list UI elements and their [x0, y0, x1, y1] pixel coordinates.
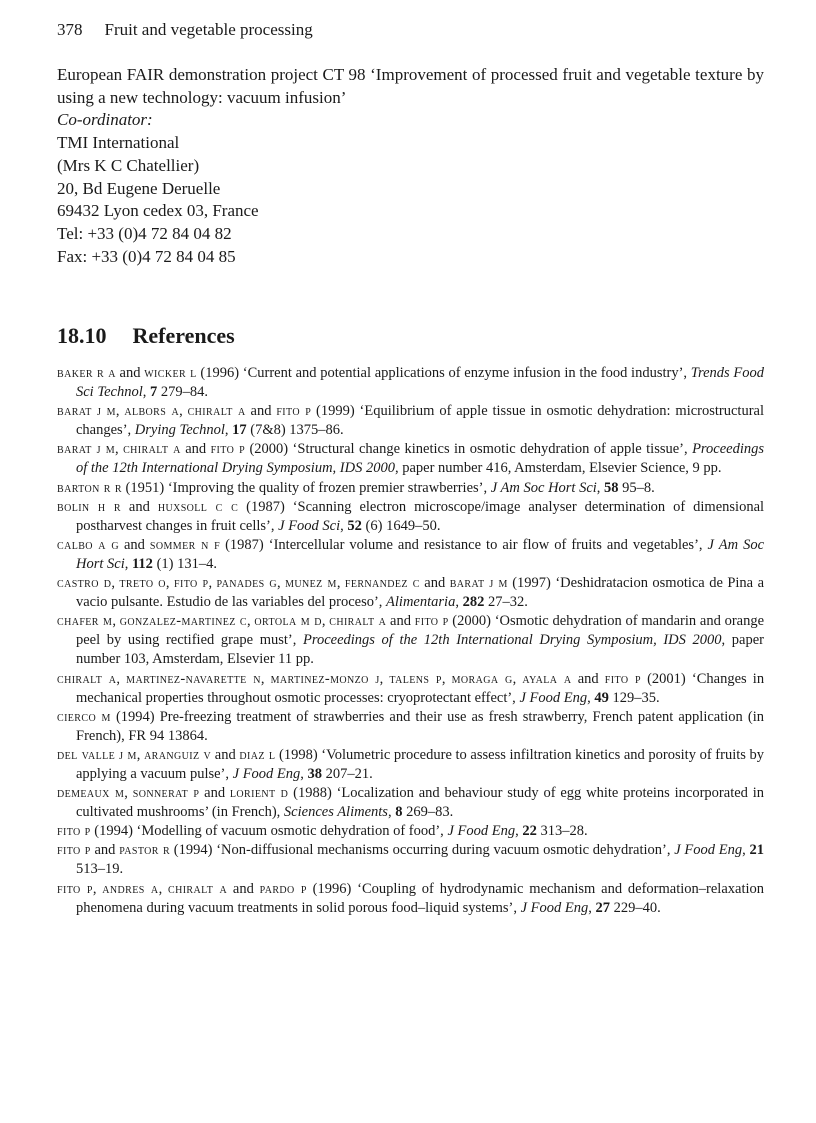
reference-entry [57, 612, 764, 669]
reference-text: (1998) ‘Volumetric procedure to assess infiltration kinetics and porosity of fruits by applying a vacuum pulse’, [76, 746, 765, 782]
reference-text: (1997) ‘Deshidratacion osmotica de Pina a vacio pulsante. Estudio de las variables del proceso’, [76, 575, 765, 611]
reference-source: J Food Eng [232, 765, 301, 782]
reference-text: , [515, 823, 523, 840]
reference-author: fito p [604, 670, 641, 687]
reference-text: 313–28. [536, 823, 588, 840]
reference-text: (2001) ‘Changes in mechanical properties throughout osmotic processes: cryoprotectant effect’, [76, 670, 765, 706]
reference-text: , [208, 575, 217, 592]
reference-entry [57, 670, 764, 708]
reference-author: fito p [57, 842, 91, 859]
reference-text: , [742, 842, 750, 859]
reference-text: , [588, 899, 596, 916]
reference-text: and [419, 575, 450, 592]
reference-text: and [120, 498, 158, 515]
reference-entry [57, 364, 764, 402]
reference-text: , [136, 746, 145, 763]
reference-text: (1987) ‘Scanning electron microscope/image analyser determination of dimensional postharvest changes in fruit cells’, [76, 498, 765, 534]
reference-author: fito p [210, 441, 246, 458]
running-head [57, 20, 313, 40]
reference-text: 207–21. [322, 765, 373, 782]
reference-entry [57, 708, 764, 746]
reference-author: chiralt a [168, 880, 228, 897]
reference-author: lorient d [229, 785, 289, 802]
reference-text: , [596, 479, 605, 496]
reference-entry [57, 440, 764, 478]
reference-text: (1996) ‘Current and potential applications of enzyme infusion in the food industry’, [196, 365, 691, 381]
contact-fax: Fax: +33 (0)4 72 84 04 85 [57, 246, 236, 266]
reference-volume: 282 [462, 594, 485, 611]
reference-author: ortola m d [254, 613, 322, 630]
reference-volume: 58 [604, 479, 619, 496]
reference-text: (7&8) 1375–86. [246, 422, 344, 439]
reference-text: and [571, 670, 605, 687]
contact-block [57, 64, 764, 268]
reference-entry [57, 479, 764, 498]
reference-text: 229–40. [610, 899, 661, 916]
reference-text: 269–83. [402, 804, 454, 821]
reference-text: (1) 131–4. [152, 555, 217, 572]
reference-text: and [118, 536, 150, 553]
reference-author: barat j m [57, 403, 116, 420]
reference-author: fito p [174, 575, 209, 592]
reference-source: J Food Eng [520, 899, 589, 916]
reference-text: (1999) ‘Equilibrium of apple tissue in osmotic dehydration: microstructural changes’, [76, 403, 765, 439]
reference-source: Trends Food Sci Technol [76, 365, 765, 401]
reference-text: (1987) ‘Intercellular volume and resistance to air flow of fruits and vegetables’, [220, 536, 708, 553]
reference-text: , [111, 575, 120, 592]
reference-entry [57, 822, 764, 841]
reference-volume: 38 [307, 765, 323, 782]
reference-text: , [379, 670, 390, 687]
reference-author: pastor r [119, 842, 171, 859]
reference-text: , paper number 103, Amsterdam, Elsevier 11 pp. [76, 632, 764, 668]
reference-text: (1994) ‘Non-diffusional mechanisms occurring during vacuum osmotic dehydration’, [170, 842, 675, 859]
reference-volume: 22 [522, 823, 537, 840]
reference-text: , [387, 804, 396, 821]
reference-text: , [300, 765, 308, 782]
reference-text: (1994) ‘Modelling of vacuum osmotic dehydration of food’, [90, 823, 448, 840]
running-head-title: Fruit and vegetable processing [104, 20, 313, 39]
reference-volume: 17 [232, 422, 247, 439]
reference-text: , [336, 575, 345, 592]
reference-author: diaz l [239, 746, 276, 763]
reference-author: martinez-monzo j [270, 670, 380, 687]
reference-text: , [260, 670, 271, 687]
reference-text: and [227, 880, 260, 897]
reference-author: gonzalez-martinez c [119, 613, 247, 630]
reference-volume: 7 [149, 384, 158, 401]
reference-author: albors a [124, 403, 180, 420]
reference-text: (2000) ‘Structural change kinetics in osmotic dehydration of apple tissue’, [245, 441, 693, 458]
reference-text: 95–8. [618, 479, 655, 496]
reference-text: and [115, 365, 145, 381]
section-heading [57, 323, 235, 349]
reference-entry [57, 536, 764, 574]
reference-author: fito p [276, 403, 312, 420]
reference-text: , [277, 575, 286, 592]
reference-author: ayala a [522, 670, 572, 687]
reference-author: aranguiz v [144, 746, 212, 763]
reference-volume: 52 [347, 517, 362, 534]
reference-text: and [211, 746, 240, 763]
reference-author: munez m [285, 575, 337, 592]
reference-text: , [224, 422, 233, 439]
reference-text: , paper number 416, Amsterdam, Elsevier Science, 9 pp. [394, 460, 722, 477]
reference-text: and [245, 403, 277, 420]
section-number: 18.10 [57, 323, 107, 348]
reference-source: Proceedings of the 12th International Drying Symposium, IDS 2000 [302, 632, 722, 649]
reference-entry [57, 402, 764, 440]
reference-text: 27–32. [484, 594, 528, 611]
reference-text: , [92, 880, 103, 897]
reference-source: J Food Sci [278, 517, 341, 534]
reference-author: pardo p [259, 880, 307, 897]
reference-author: chiralt a [57, 670, 117, 687]
reference-volume: 21 [749, 842, 764, 859]
reference-volume: 27 [595, 899, 611, 916]
reference-source: Drying Technol [134, 422, 225, 439]
reference-text: , [142, 384, 150, 401]
reference-text: 279–84. [157, 384, 208, 401]
reference-author: moraga g [451, 670, 513, 687]
reference-entry [57, 498, 764, 536]
reference-author: del valle j m [57, 746, 137, 763]
reference-text: and [199, 785, 230, 802]
reference-volume: 8 [395, 804, 403, 821]
contact-tel: Tel: +33 (0)4 72 84 04 82 [57, 223, 232, 243]
reference-text: 129–35. [608, 689, 660, 706]
reference-text: , [512, 670, 523, 687]
reference-source: Proceedings of the 12th International Drying Symposium, IDS 2000 [76, 441, 765, 477]
reference-author: castro d [57, 575, 112, 592]
reference-text: , [158, 880, 169, 897]
reference-source: J Am Soc Hort Sci [76, 536, 765, 572]
contact-person: (Mrs K C Chatellier) [57, 155, 200, 175]
reference-entry [57, 841, 764, 879]
reference-author: chiralt a [187, 403, 246, 420]
reference-source: Alimentaria [386, 594, 456, 611]
reference-author: barat j m [449, 575, 508, 592]
reference-text: (1994) Pre-freezing treatment of strawberries and their use as fresh strawberry, French patent application (in French), FR 94 13864. [76, 708, 764, 744]
reference-text: and [90, 842, 120, 859]
reference-author: baker r a [57, 365, 116, 381]
reference-source: J Food Eng [674, 842, 743, 859]
reference-text: (2000) ‘Osmotic dehydration of mandarin and orange peel by using rectified grape must’, [76, 613, 765, 649]
reference-source: J Am Soc Hort Sci [490, 479, 597, 496]
reference-text: 513–19. [76, 861, 124, 878]
reference-text: , [115, 441, 124, 458]
reference-source: J Food Eng [447, 823, 516, 840]
reference-text: , [455, 594, 463, 611]
reference-author: cierco m [57, 708, 111, 725]
reference-author: barat j m [57, 441, 116, 458]
contact-city: 69432 Lyon cedex 03, France [57, 201, 259, 221]
section-title: References [132, 323, 235, 348]
reference-author: calbo a g [57, 536, 119, 553]
reference-text: , [124, 555, 132, 572]
reference-author: fito p [57, 880, 93, 897]
reference-volume: 49 [594, 689, 609, 706]
reference-text: , [441, 670, 452, 687]
reference-source: Sciences Aliments [283, 804, 388, 821]
reference-author: panades g [216, 575, 278, 592]
reference-author: fito p [414, 613, 449, 630]
reference-text: , [340, 517, 348, 534]
reference-text: , [587, 689, 595, 706]
reference-text: , [116, 670, 127, 687]
page-number: 378 [57, 20, 83, 39]
reference-text: and [180, 441, 211, 458]
reference-author: chiralt a [123, 441, 181, 458]
reference-volume: 112 [131, 555, 153, 572]
reference-text: , [165, 575, 174, 592]
reference-author: huxsoll c c [157, 498, 239, 515]
reference-author: treto o [119, 575, 166, 592]
reference-text: (1988) ‘Localization and behaviour study of egg white proteins incorporated in cultivated mushrooms’ (in French), [76, 785, 764, 821]
reference-author: martinez-navarette n [126, 670, 261, 687]
reference-author: talens p [389, 670, 442, 687]
reference-text: (1951) ‘Improving the quality of frozen premier strawberries’, [121, 479, 491, 496]
reference-text: (6) 1649–50. [361, 517, 441, 534]
reference-text: (1996) ‘Coupling of hydrodynamic mechanism and deformation–relaxation phenomena during vacuum treatments in solid porous food–liquid systems’, [76, 880, 764, 916]
reference-source: J Food Eng [519, 689, 588, 706]
reference-entry [57, 574, 764, 612]
reference-author: wicker l [144, 365, 197, 381]
reference-entry [57, 880, 764, 918]
reference-text: , [179, 403, 188, 420]
contact-organisation: TMI International [57, 133, 180, 153]
reference-author: chafer m [57, 613, 113, 630]
reference-author: demeaux m [57, 785, 125, 802]
reference-author: chiralt a [329, 613, 387, 630]
reference-author: fito p [57, 823, 91, 840]
contact-street: 20, Bd Eugene Deruelle [57, 178, 221, 198]
reference-author: sonnerat p [132, 785, 200, 802]
reference-text: , [124, 785, 133, 802]
reference-author: fernandez c [344, 575, 420, 592]
reference-text: , [321, 613, 330, 630]
reference-list [57, 364, 764, 918]
reference-author: sommer n f [149, 536, 221, 553]
reference-entry [57, 746, 764, 784]
reference-text: , [247, 613, 255, 630]
reference-entry [57, 784, 764, 822]
reference-text: and [386, 613, 415, 630]
reference-text: , [112, 613, 120, 630]
coordinator-label: Co-ordinator: [57, 110, 153, 130]
reference-author: andres a [102, 880, 159, 897]
project-description: European FAIR demonstration project CT 98 ‘Improvement of processed fruit and vegetable texture by using a new technology: vacuum infusion’ [57, 65, 764, 107]
reference-text: , [115, 403, 125, 420]
reference-author: bolin h r [57, 498, 121, 515]
reference-author: barton r r [57, 479, 122, 496]
